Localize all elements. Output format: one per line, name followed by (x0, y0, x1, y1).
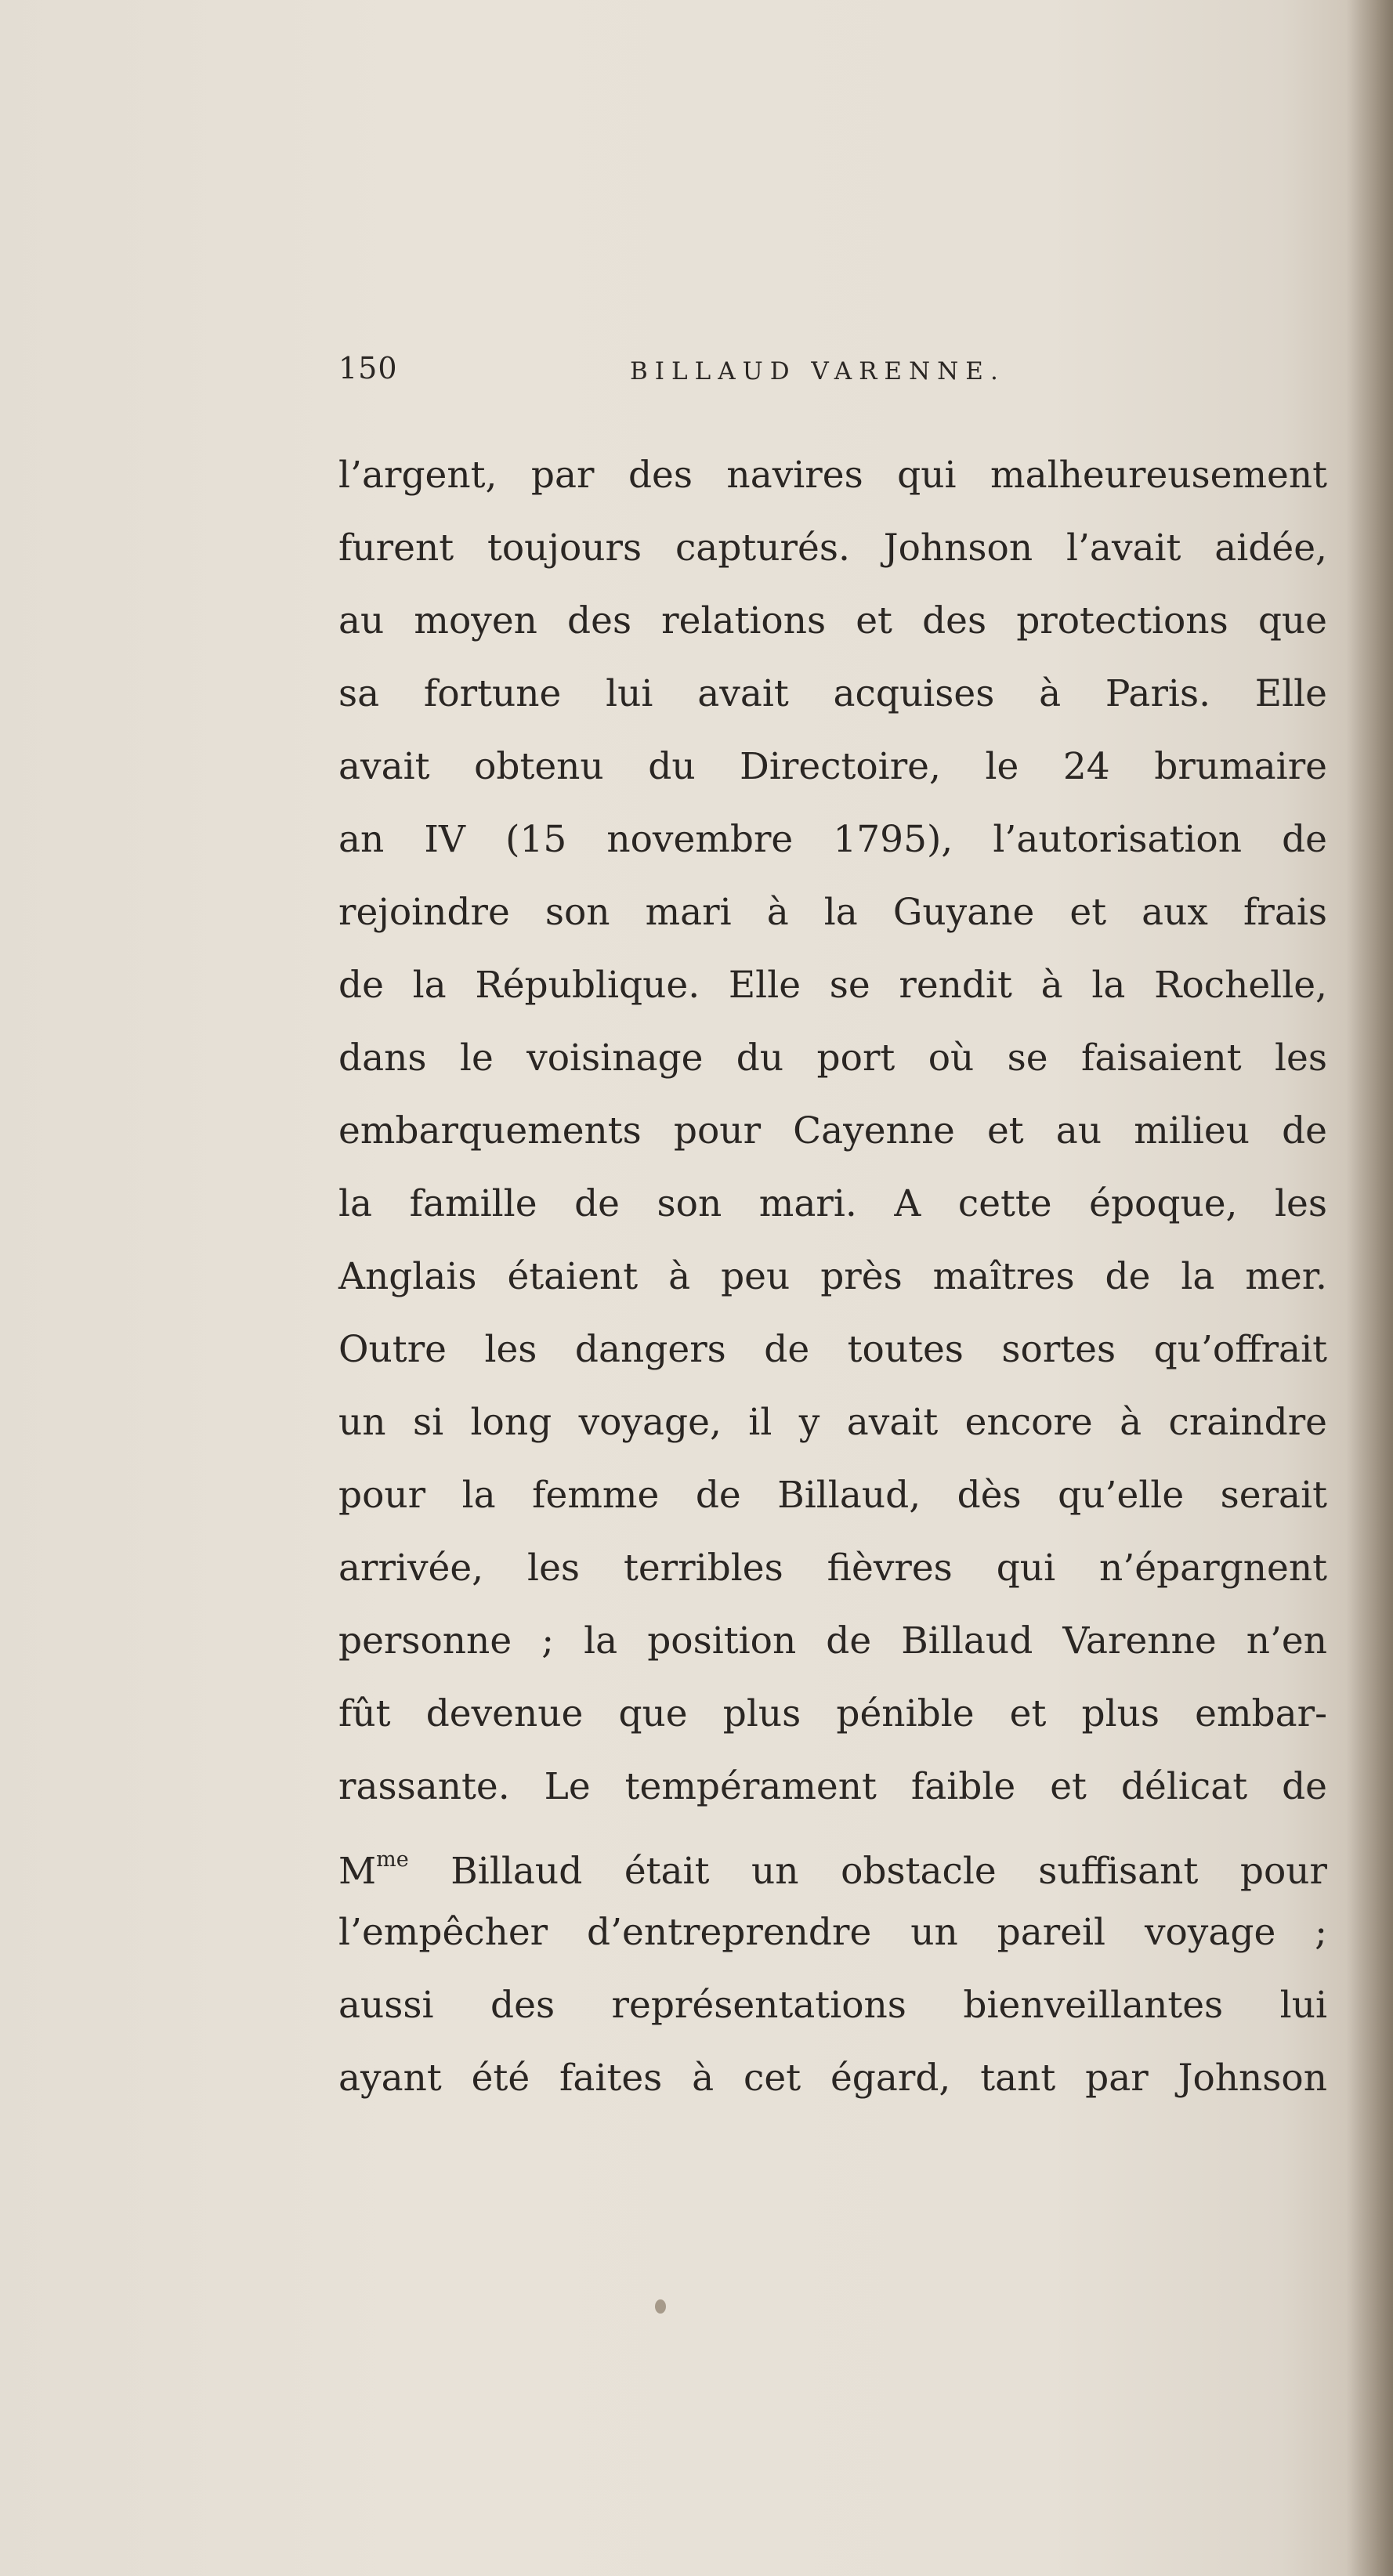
text-line: pour la femme de Billaud, dès qu’elle serait (338, 1474, 1327, 1517)
text-line: l’empêcher d’entreprendre un pareil voyage ; (338, 1911, 1327, 1954)
text-line: Outre les dangers de toutes sortes qu’offrait (338, 1328, 1327, 1371)
text-line: au moyen des relations et des protections que (338, 599, 1327, 642)
page-header (338, 351, 1327, 398)
text-line: rassante. Le tempérament faible et délicat de (338, 1765, 1327, 1808)
text-line: la famille de son mari. A cette époque, les (338, 1182, 1327, 1225)
honorific-superscript: me (376, 1847, 409, 1872)
text-line: furent toujours capturés. Johnson l’avait aidée, (338, 526, 1327, 570)
text-line: un si long voyage, il y avait encore à craindre (338, 1401, 1327, 1444)
honorific-line-rest: Billaud était un obstacle suffisant pour (450, 1850, 1327, 1893)
text-line: l’argent, par des navires qui malheureusement (338, 454, 1327, 497)
honorific-base: M (338, 1850, 377, 1893)
ink-speck (655, 2299, 666, 2314)
running-title: BILLAUD VARENNE. (630, 357, 1005, 385)
text-line: an IV (15 novembre 1795), l’autorisation de (338, 818, 1327, 861)
text-line: fût devenue que plus pénible et plus embar- (338, 1692, 1327, 1735)
text-line: embarquements pour Cayenne et au milieu de (338, 1109, 1327, 1152)
text-line: dans le voisinage du port où se faisaient les (338, 1037, 1327, 1080)
text-line: aussi des représentations bienveillantes lui (338, 1984, 1327, 2027)
text-line: de la République. Elle se rendit à la Rochelle, (338, 964, 1327, 1007)
text-line: ayant été faites à cet égard, tant par Johnson (338, 2057, 1327, 2100)
text-line: rejoindre son mari à la Guyane et aux frais (338, 891, 1327, 934)
body-text (338, 439, 1327, 2115)
text-line: arrivée, les terribles fièvres qui n’épargnent (338, 1547, 1327, 1590)
text-line: avait obtenu du Directoire, le 24 brumaire (338, 745, 1327, 788)
page-edge-shadow (1346, 0, 1393, 2576)
page-number: 150 (338, 351, 398, 385)
text-line: personne ; la position de Billaud Varenne n’en (338, 1619, 1327, 1662)
text-line: Anglais étaient à peu près maîtres de la mer. (338, 1255, 1327, 1298)
text-line: sa fortune lui avait acquises à Paris. Elle (338, 672, 1327, 715)
text-line-honorific (338, 1823, 1327, 1896)
